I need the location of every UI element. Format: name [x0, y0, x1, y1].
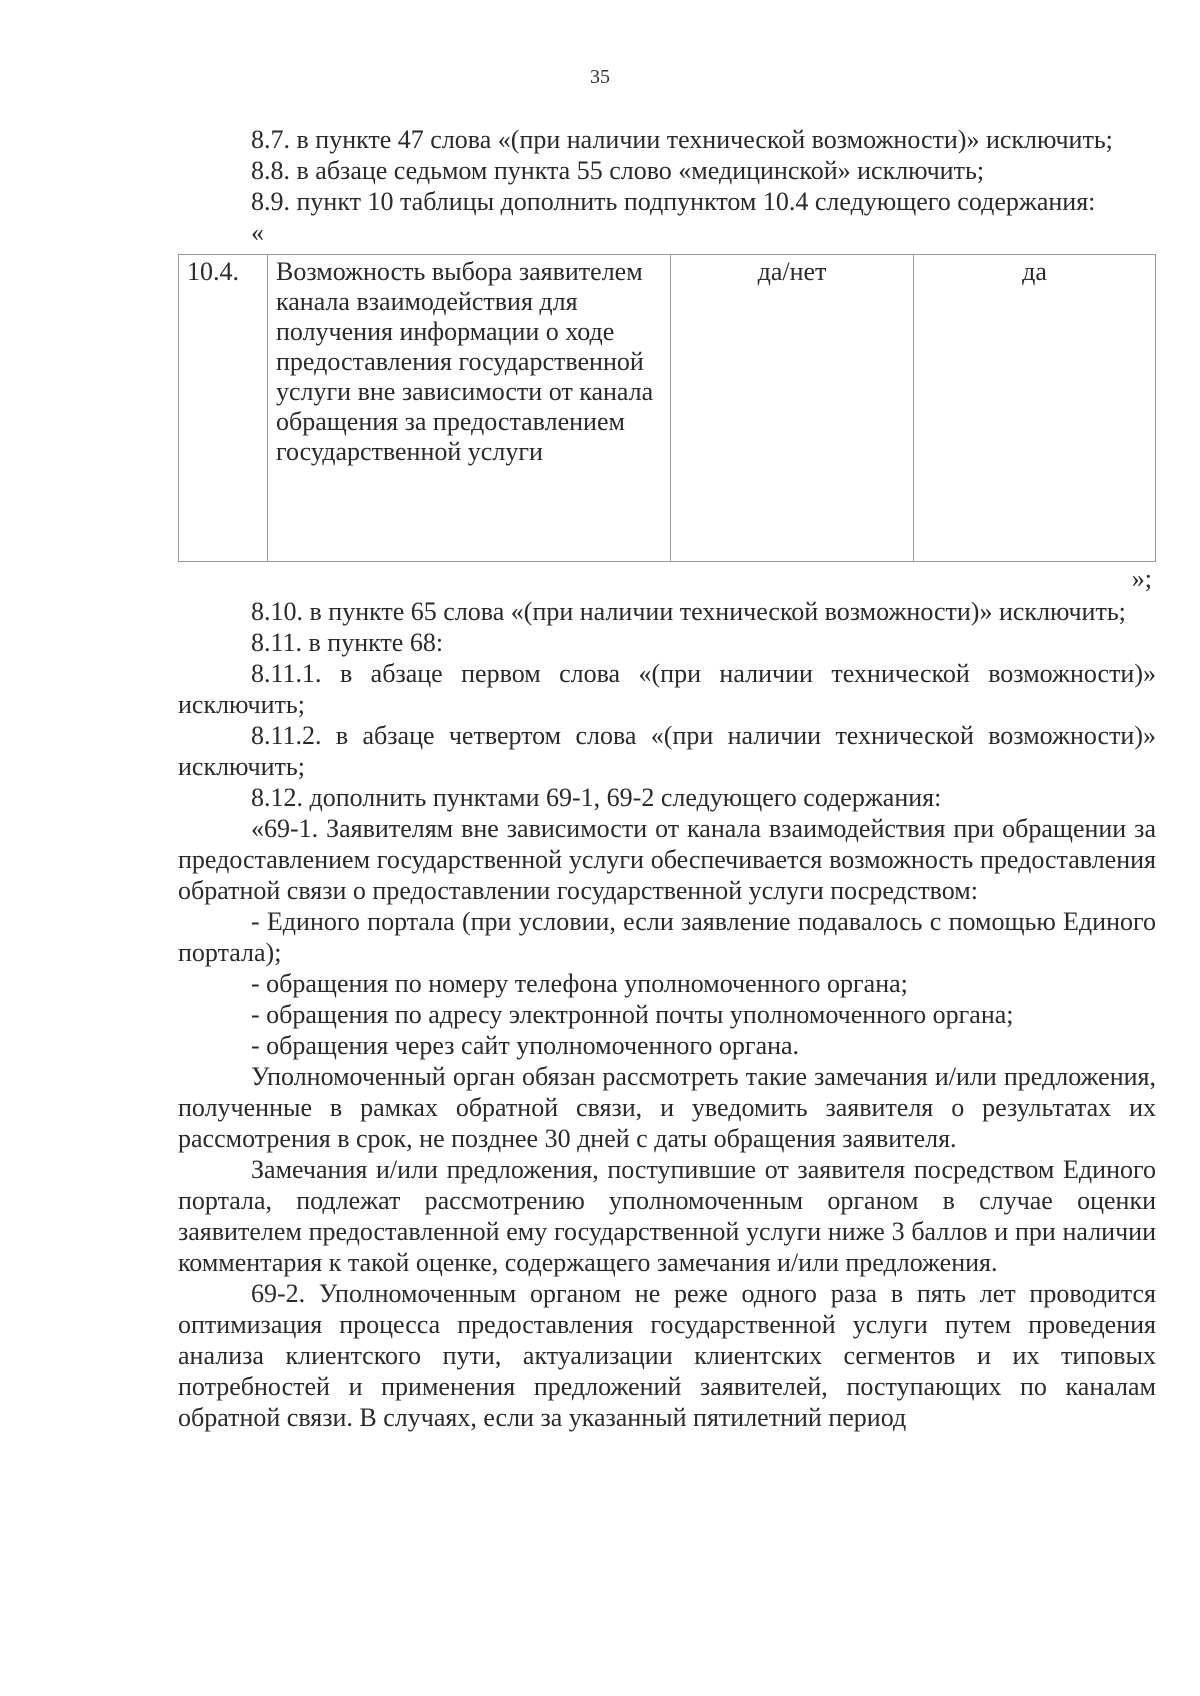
list-item: - обращения через сайт уполномоченного органа.: [251, 1031, 800, 1060]
list-item: - Единого портала (при условии, если заявление подавалось с помощью Единого портала);: [178, 907, 1156, 967]
paragraph-69-2: 69-2. Уполномоченным органом не реже одного раза в пять лет проводится оптимизация процесса предоставления государственной услуги путем проведения анализа клиентского пути, актуализации клиентских сегментов и их типовых потребностей и применения предложений заявителей, поступающих по каналам обратной связи. В случаях, если за указанный пятилетний период: [178, 1279, 1156, 1432]
document-body: [178, 124, 1156, 1433]
list-item: - обращения по адресу электронной почты уполномоченного органа;: [251, 1000, 1014, 1029]
paragraph-8-12: 8.12. дополнить пунктами 69-1, 69-2 следующего содержания:: [251, 783, 942, 812]
paragraph-review-obligation: Уполномоченный орган обязан рассмотреть такие замечания и/или предложения, полученные в рамках обратной связи, и уведомить заявителя о результатах их рассмотрения в срок, не позднее 30 дней с даты обращения заявителя.: [178, 1062, 1156, 1153]
cell-value: да: [914, 255, 1156, 562]
page-number: 35: [590, 66, 610, 88]
paragraph-portal-feedback: Замечания и/или предложения, поступившие от заявителя посредством Единого портала, подлежат рассмотрению уполномоченным органом в случае оценки заявителем предоставленной ему государственной услуги ниже 3 баллов и при наличии комментария к такой оценке, содержащего замечания и/или предложения.: [178, 1155, 1156, 1277]
cell-indicator-description: Возможность выбора заявителем канала взаимодействия для получения информации о ходе предоставления государственной услуги вне зависимости от канала обращения за предоставлением государственной услуги: [268, 255, 671, 562]
paragraph-8-11: 8.11. в пункте 68:: [251, 628, 444, 657]
paragraph-8-9: 8.9. пункт 10 таблицы дополнить подпунктом 10.4 следующего содержания:: [251, 187, 1096, 216]
paragraph-8-7: 8.7. в пункте 47 слова «(при наличии технической возможности)» исключить;: [251, 125, 1113, 154]
paragraph-8-8: 8.8. в абзаце седьмом пункта 55 слово «медицинской» исключить;: [251, 156, 985, 185]
cell-unit: да/нет: [671, 255, 914, 562]
cell-item-number: 10.4.: [179, 255, 268, 562]
amendment-table: [178, 254, 1156, 562]
paragraph-8-10: 8.10. в пункте 65 слова «(при наличии технической возможности)» исключить;: [251, 597, 1126, 626]
quote-open-mark: «: [251, 218, 264, 247]
paragraph-69-1: «69-1. Заявителям вне зависимости от канала взаимодействия при обращении за предоставлением государственной услуги обеспечивается возможность предоставления обратной связи о предоставлении государственной услуги посредством:: [178, 814, 1156, 905]
quote-close-mark: »;: [1131, 564, 1152, 593]
paragraph-8-11-2: 8.11.2. в абзаце четвертом слова «(при наличии технической возможности)» исключить;: [178, 721, 1156, 781]
table-row: [179, 255, 1156, 562]
paragraph-8-11-1: 8.11.1. в абзаце первом слова «(при наличии технической возможности)» исключить;: [178, 659, 1156, 719]
list-item: - обращения по номеру телефона уполномоченного органа;: [251, 969, 908, 998]
